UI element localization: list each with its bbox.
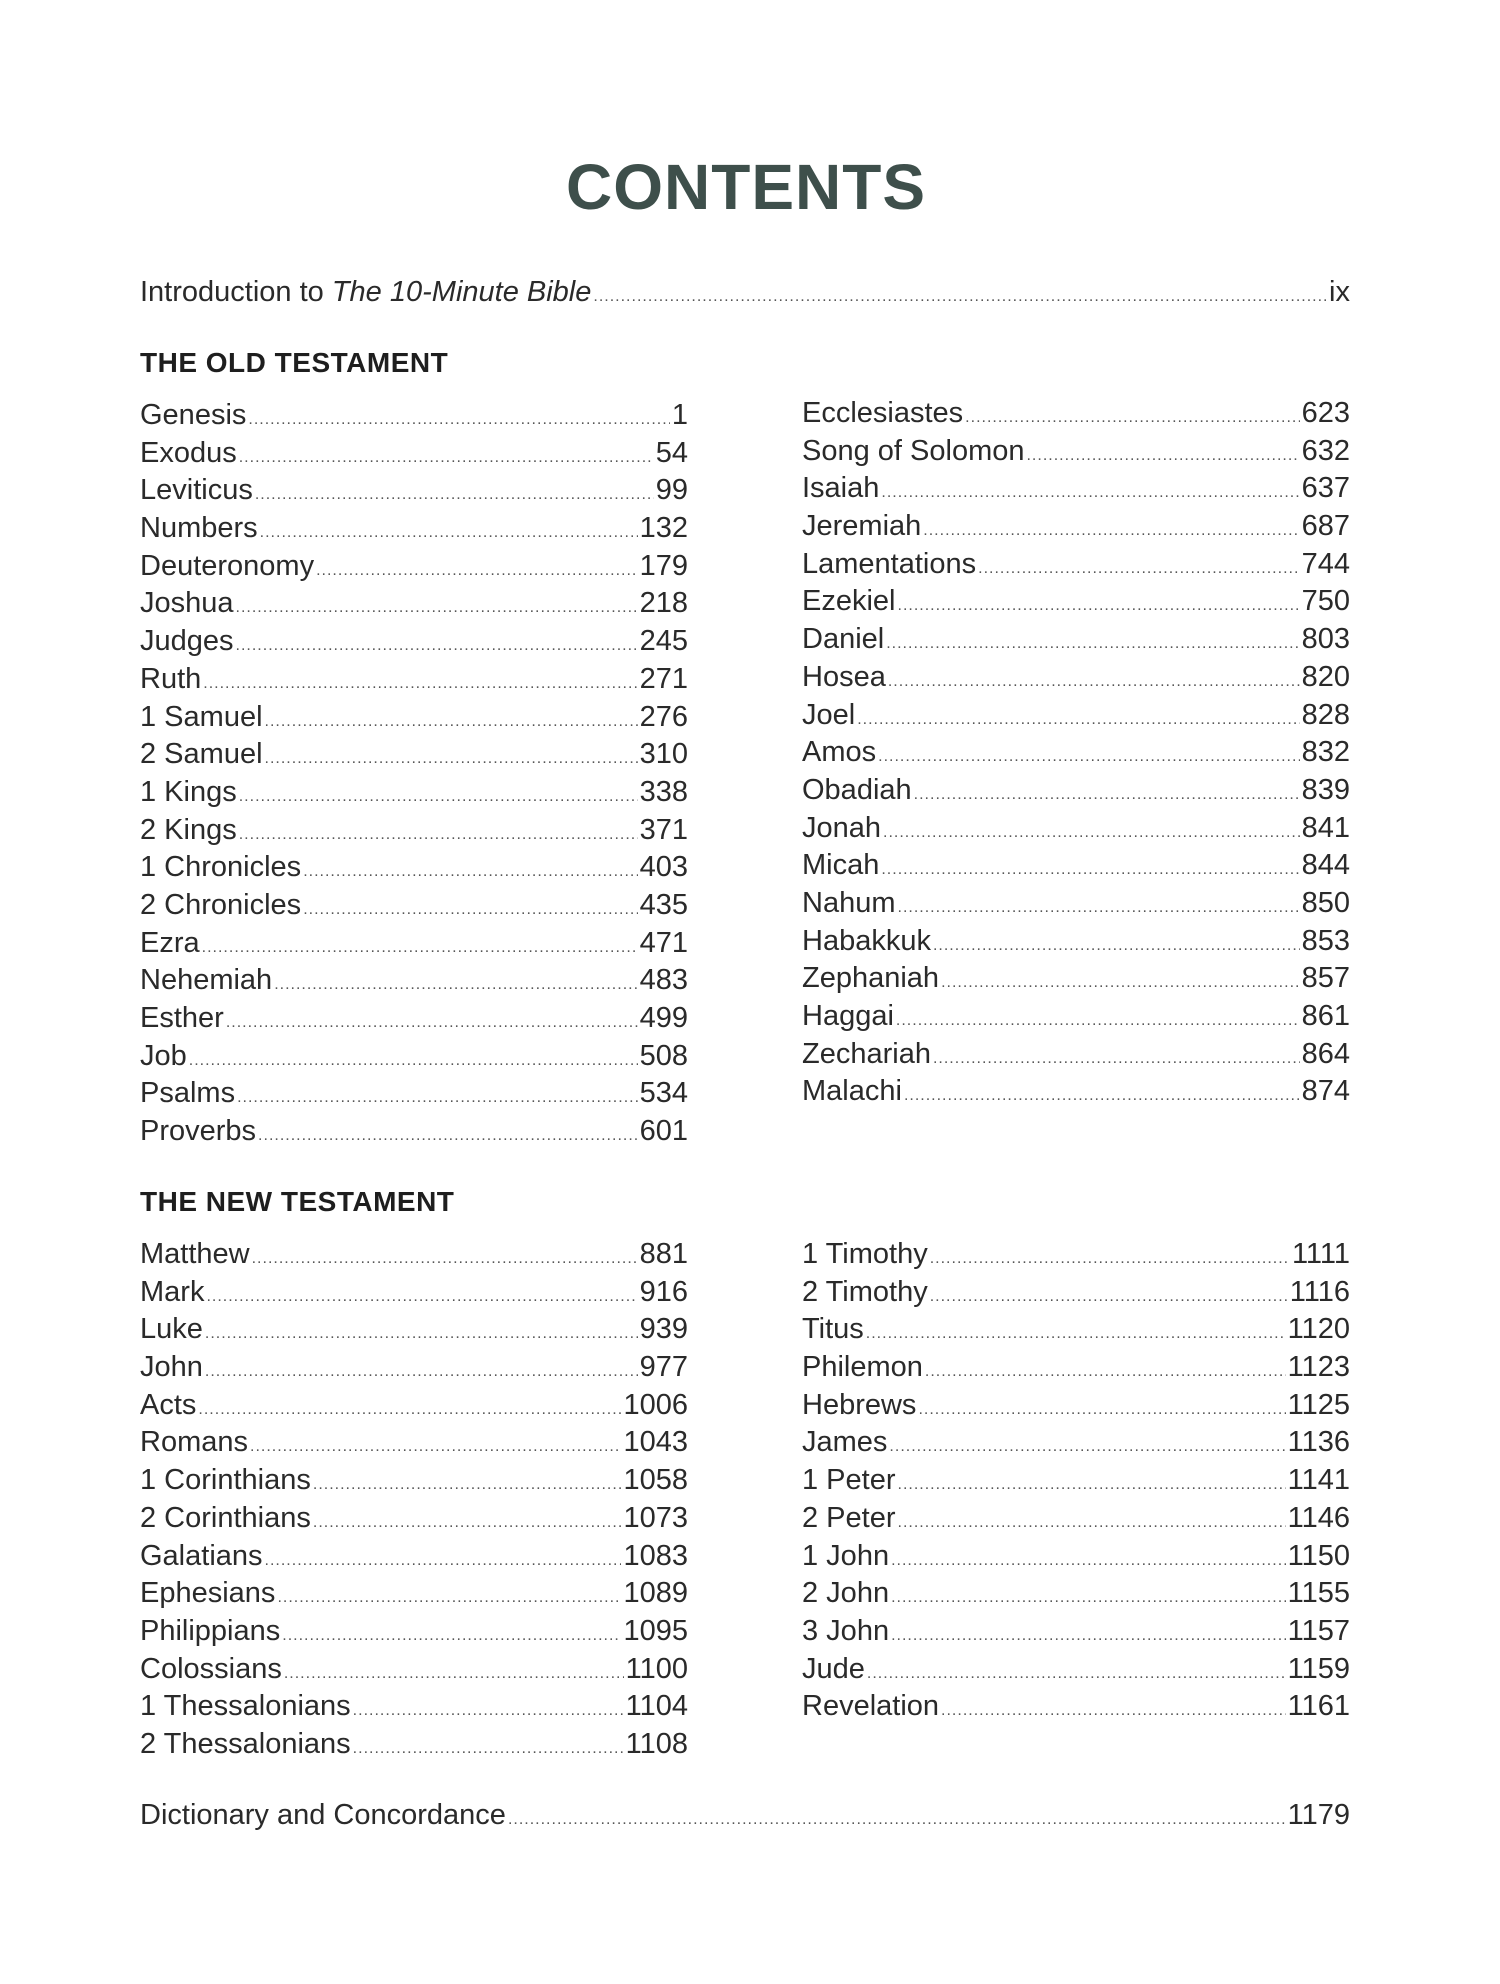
entry-page: 844 — [1301, 849, 1350, 882]
entry-page: 179 — [639, 549, 688, 582]
entry-label: Philippians — [140, 1614, 281, 1647]
toc-entry[interactable] — [802, 697, 1350, 735]
dot-leader — [265, 703, 638, 741]
entry-page: 1073 — [623, 1501, 688, 1534]
toc-entry[interactable] — [140, 699, 688, 737]
entry-page: 820 — [1301, 660, 1350, 693]
dot-leader — [198, 1391, 621, 1429]
toc-entry[interactable] — [802, 960, 1350, 998]
toc-entry[interactable] — [802, 1036, 1350, 1074]
entry-page: 508 — [639, 1039, 688, 1072]
entry-label: Esther — [140, 1002, 224, 1034]
toc-entry[interactable] — [140, 1538, 688, 1576]
toc-entry[interactable] — [802, 621, 1350, 659]
entry-label: Song of Solomon — [802, 434, 1025, 467]
entry-page: 471 — [639, 926, 688, 959]
entry-label: Genesis — [140, 399, 247, 431]
toc-entry[interactable] — [802, 885, 1350, 923]
dot-leader — [313, 1504, 622, 1542]
entry-label: Joel — [802, 698, 856, 731]
new-testament-left-column — [140, 1236, 688, 1764]
entry-page: 1136 — [1287, 1426, 1350, 1459]
toc-entry[interactable] — [802, 508, 1350, 546]
dot-leader — [933, 927, 1300, 965]
entry-label: Hosea — [802, 660, 886, 693]
dot-leader — [252, 1240, 638, 1278]
toc-entry[interactable] — [802, 1651, 1350, 1689]
entry-label: Zechariah — [802, 1037, 931, 1070]
entry-page: 744 — [1301, 547, 1350, 580]
entry-page: 1150 — [1287, 1539, 1350, 1572]
dot-leader — [593, 278, 1327, 316]
toc-entry[interactable] — [140, 1575, 688, 1613]
dot-leader — [189, 1042, 638, 1080]
entry-page: 750 — [1301, 585, 1350, 618]
dot-leader — [226, 1004, 638, 1042]
entry-page: 1120 — [1287, 1313, 1350, 1346]
dot-leader — [303, 853, 637, 891]
toc-entry[interactable] — [140, 1038, 688, 1076]
section-heading-old-testament: THE OLD TESTAMENT — [140, 347, 449, 378]
entry-label: Ruth — [140, 662, 202, 695]
entry-label: 1 John — [802, 1539, 890, 1572]
dot-leader — [918, 1391, 1285, 1429]
dot-leader — [930, 1278, 1288, 1316]
dot-leader — [239, 816, 638, 854]
toc-entry[interactable] — [802, 1462, 1350, 1500]
entry-page: 435 — [639, 888, 688, 921]
entry-page: 1157 — [1287, 1614, 1350, 1647]
entry-page: 483 — [639, 964, 688, 997]
toc-entry[interactable] — [140, 661, 688, 699]
dot-leader — [284, 1655, 624, 1693]
toc-entry[interactable] — [802, 583, 1350, 621]
dot-leader — [508, 1801, 1286, 1839]
toc-entry[interactable] — [802, 998, 1350, 1036]
entry-label: 1 Corinthians — [140, 1464, 311, 1497]
entry-label: Introduction to The 10-Minute Bible — [140, 276, 592, 308]
entry-label: Psalms — [140, 1077, 236, 1110]
dot-leader — [205, 1315, 638, 1353]
toc-entry[interactable] — [802, 1500, 1350, 1538]
toc-entry[interactable] — [140, 1000, 688, 1038]
dot-leader — [239, 778, 638, 816]
old-testament-right-column — [802, 395, 1350, 1111]
entry-label: Romans — [140, 1426, 248, 1459]
dot-leader — [891, 1542, 1286, 1580]
dot-leader — [886, 625, 1299, 663]
entry-page: 687 — [1301, 510, 1350, 543]
entry-page: 1043 — [623, 1426, 688, 1459]
entry-label: Nahum — [802, 886, 896, 919]
entry-page: 1161 — [1287, 1690, 1350, 1723]
entry-page: 1095 — [623, 1614, 688, 1647]
toc-entry[interactable] — [140, 397, 688, 435]
dot-leader — [353, 1730, 624, 1768]
entry-label: 2 Chronicles — [140, 888, 302, 921]
entry-page: 850 — [1301, 886, 1350, 919]
entry-page: 245 — [639, 625, 688, 658]
dot-leader — [265, 740, 638, 778]
entry-label: 2 Timothy — [802, 1275, 928, 1308]
entry-page: 916 — [639, 1275, 688, 1308]
toc-entry[interactable] — [140, 1651, 688, 1689]
entry-label: Ephesians — [140, 1577, 276, 1610]
toc-entry[interactable] — [802, 1688, 1350, 1726]
toc-entry[interactable] — [802, 1349, 1350, 1387]
entry-label: Micah — [802, 849, 880, 882]
dot-leader — [881, 474, 1299, 512]
entry-label: Amos — [802, 736, 877, 769]
dot-leader — [904, 1077, 1300, 1115]
entry-label: Ecclesiastes — [802, 397, 964, 429]
dot-leader — [888, 663, 1300, 701]
dot-leader — [941, 1692, 1286, 1730]
toc-entry[interactable] — [140, 585, 688, 623]
entry-page: 218 — [639, 587, 688, 620]
toc-entry[interactable] — [140, 472, 688, 510]
dot-leader — [978, 550, 1299, 588]
entry-page: 1179 — [1287, 1799, 1350, 1831]
toc-entry[interactable] — [140, 849, 688, 887]
entry-label: Judges — [140, 625, 234, 658]
toc-entry[interactable] — [140, 774, 688, 812]
entry-page: 853 — [1301, 924, 1350, 957]
entry-label: 2 Thessalonians — [140, 1727, 351, 1760]
toc-entry[interactable] — [140, 1462, 688, 1500]
entry-page: ix — [1329, 276, 1350, 308]
page-title: CONTENTS — [566, 151, 926, 223]
dot-leader — [965, 399, 1299, 437]
entry-label: Obadiah — [802, 773, 912, 806]
toc-entry[interactable] — [140, 1500, 688, 1538]
dot-leader — [303, 891, 637, 929]
dot-leader — [867, 1655, 1286, 1693]
toc-entry[interactable] — [802, 1613, 1350, 1651]
entry-label: 1 Chronicles — [140, 851, 302, 884]
dot-leader — [898, 1504, 1286, 1542]
entry-page: 1123 — [1287, 1351, 1350, 1384]
entry-page: 832 — [1301, 736, 1350, 769]
entry-label: Habakkuk — [802, 924, 931, 957]
toc-entry[interactable] — [140, 736, 688, 774]
dot-leader — [889, 1428, 1285, 1466]
dot-leader — [898, 1466, 1286, 1504]
dot-leader — [891, 1617, 1286, 1655]
toc-entry[interactable] — [140, 1113, 688, 1151]
toc-entry[interactable] — [802, 772, 1350, 810]
entry-page: 338 — [639, 775, 688, 808]
entry-label: Mark — [140, 1275, 205, 1308]
entry-label: 1 Kings — [140, 775, 237, 808]
dot-leader — [248, 401, 669, 439]
toc-entry[interactable] — [140, 925, 688, 963]
entry-page: 601 — [639, 1115, 688, 1148]
toc-entry[interactable] — [140, 1349, 688, 1387]
toc-entry[interactable] — [802, 1387, 1350, 1425]
entry-label: Luke — [140, 1313, 203, 1346]
toc-entry[interactable] — [140, 510, 688, 548]
entry-label: Revelation — [802, 1690, 940, 1723]
entry-page: 623 — [1301, 397, 1350, 429]
toc-entry[interactable] — [802, 1538, 1350, 1576]
entry-page: 499 — [639, 1002, 688, 1034]
dot-leader — [202, 929, 638, 967]
entry-label: Numbers — [140, 512, 258, 545]
entry-page: 857 — [1301, 962, 1350, 995]
toc-entry[interactable] — [802, 810, 1350, 848]
entry-page: 534 — [639, 1077, 688, 1110]
entry-page: 1006 — [623, 1388, 688, 1421]
entry-label: Matthew — [140, 1238, 250, 1270]
entry-label: 1 Peter — [802, 1464, 896, 1497]
entry-label: 1 Timothy — [802, 1238, 928, 1270]
entry-page: 803 — [1301, 623, 1350, 656]
entry-page: 1146 — [1287, 1501, 1350, 1534]
entry-page: 637 — [1301, 472, 1350, 505]
entry-label: Colossians — [140, 1652, 282, 1685]
dot-leader — [925, 1353, 1286, 1391]
entry-label: Nehemiah — [140, 964, 273, 997]
entry-page: 54 — [655, 436, 688, 469]
entry-label: Ezekiel — [802, 585, 896, 618]
toc-entry[interactable] — [802, 395, 1350, 433]
toc-entry[interactable] — [802, 1274, 1350, 1312]
toc-entry[interactable] — [802, 923, 1350, 961]
toc-entry[interactable] — [140, 1311, 688, 1349]
toc-entry[interactable] — [802, 1311, 1350, 1349]
entry-label: 3 John — [802, 1614, 890, 1647]
dot-leader — [255, 476, 654, 514]
entry-label: 1 Thessalonians — [140, 1690, 351, 1723]
dot-leader — [878, 738, 1299, 776]
entry-page: 864 — [1301, 1037, 1350, 1070]
entry-label: Exodus — [140, 436, 237, 469]
dot-leader — [353, 1692, 624, 1730]
toc-entry[interactable] — [802, 470, 1350, 508]
entry-page: 841 — [1301, 811, 1350, 844]
section-heading-new-testament: THE NEW TESTAMENT — [140, 1186, 455, 1217]
entry-page: 99 — [655, 474, 688, 507]
toc-entry[interactable] — [802, 433, 1350, 471]
dot-leader — [313, 1466, 622, 1504]
entry-label: Leviticus — [140, 474, 253, 507]
entry-label: Joshua — [140, 587, 234, 620]
entry-label: Jonah — [802, 811, 882, 844]
toc-entry[interactable] — [140, 1726, 688, 1764]
entry-page: 1 — [671, 399, 688, 431]
toc-entry[interactable] — [802, 847, 1350, 885]
entry-label: Ezra — [140, 926, 200, 959]
dot-leader — [857, 701, 1299, 739]
entry-label: Dictionary and Concordance — [140, 1799, 506, 1831]
dot-leader — [239, 439, 654, 477]
entry-label: 2 Samuel — [140, 738, 263, 771]
dot-leader — [277, 1579, 621, 1617]
entry-label: Proverbs — [140, 1115, 257, 1148]
entry-label: Malachi — [802, 1075, 902, 1108]
dot-leader — [260, 514, 638, 552]
toc-entry-dictionary[interactable] — [140, 1797, 1350, 1835]
entry-label: Jude — [802, 1652, 865, 1685]
dot-leader — [896, 1002, 1300, 1040]
dot-leader — [274, 966, 637, 1004]
dot-leader — [866, 1315, 1286, 1353]
dot-leader — [205, 1353, 638, 1391]
entry-label: 1 Samuel — [140, 700, 263, 733]
toc-entry[interactable] — [140, 548, 688, 586]
dot-leader — [237, 1079, 638, 1117]
entry-page: 1083 — [623, 1539, 688, 1572]
old-testament-left-column — [140, 397, 688, 1151]
entry-label: Hebrews — [802, 1388, 917, 1421]
entry-label: Lamentations — [802, 547, 977, 580]
entry-page: 1116 — [1289, 1275, 1350, 1308]
entry-page: 1100 — [625, 1652, 688, 1685]
dot-leader — [891, 1579, 1286, 1617]
toc-entry[interactable] — [802, 1575, 1350, 1613]
entry-label: Titus — [802, 1313, 864, 1346]
toc-entry[interactable] — [140, 1387, 688, 1425]
entry-page: 1141 — [1287, 1464, 1350, 1497]
entry-label: Daniel — [802, 623, 885, 656]
toc-entry[interactable] — [802, 734, 1350, 772]
entry-page: 861 — [1301, 1000, 1350, 1032]
toc-entry[interactable] — [802, 659, 1350, 697]
entry-label: 2 Corinthians — [140, 1501, 311, 1534]
toc-entry[interactable] — [140, 887, 688, 925]
entry-page: 1108 — [625, 1727, 688, 1760]
entry-label: 2 Kings — [140, 813, 237, 846]
entry-page: 1104 — [625, 1690, 688, 1723]
entry-label: Job — [140, 1039, 187, 1072]
dot-leader — [265, 1542, 622, 1580]
entry-label: 2 Peter — [802, 1501, 896, 1534]
entry-page: 939 — [639, 1313, 688, 1346]
dot-leader — [236, 627, 638, 665]
dot-leader — [881, 851, 1299, 889]
dot-leader — [236, 589, 638, 627]
entry-label: Philemon — [802, 1351, 923, 1384]
entry-label: Deuteronomy — [140, 549, 315, 582]
entry-page: 874 — [1301, 1075, 1350, 1108]
entry-page: 1058 — [623, 1464, 688, 1497]
toc-entry[interactable] — [140, 962, 688, 1000]
dot-leader — [258, 1117, 638, 1155]
dot-leader — [933, 1040, 1300, 1078]
dot-leader — [898, 889, 1300, 927]
dot-leader — [282, 1617, 621, 1655]
toc-entry-introduction[interactable] — [140, 274, 1350, 312]
entry-label: 2 John — [802, 1577, 890, 1610]
toc-entry[interactable] — [140, 812, 688, 850]
dot-leader — [1026, 437, 1299, 475]
entry-page: 881 — [639, 1238, 688, 1270]
dot-leader — [898, 587, 1300, 625]
entry-page: 1125 — [1287, 1388, 1350, 1421]
toc-entry[interactable] — [140, 1274, 688, 1312]
entry-page: 276 — [639, 700, 688, 733]
toc-entry[interactable] — [140, 435, 688, 473]
entry-label: Haggai — [802, 1000, 894, 1032]
entry-page: 1155 — [1287, 1577, 1350, 1610]
entry-page: 371 — [639, 813, 688, 846]
dot-leader — [930, 1240, 1290, 1278]
entry-page: 310 — [639, 738, 688, 771]
toc-entry[interactable] — [140, 1688, 688, 1726]
dot-leader — [206, 1278, 637, 1316]
entry-page: 828 — [1301, 698, 1350, 731]
new-testament-right-column — [802, 1236, 1350, 1726]
entry-label: Isaiah — [802, 472, 880, 505]
entry-page: 1089 — [623, 1577, 688, 1610]
toc-entry[interactable] — [140, 1424, 688, 1462]
dot-leader — [941, 964, 1300, 1002]
entry-page: 271 — [639, 662, 688, 695]
entry-page: 403 — [639, 851, 688, 884]
dot-leader — [316, 552, 638, 590]
toc-entry[interactable] — [802, 1073, 1350, 1111]
toc-entry[interactable] — [802, 546, 1350, 584]
entry-page: 839 — [1301, 773, 1350, 806]
entry-label: Zephaniah — [802, 962, 940, 995]
entry-label: John — [140, 1351, 203, 1384]
toc-entry[interactable] — [140, 1236, 688, 1274]
entry-page: 1159 — [1287, 1652, 1350, 1685]
dot-leader — [203, 665, 637, 703]
toc-entry[interactable] — [140, 1613, 688, 1651]
entry-label: Acts — [140, 1388, 197, 1421]
entry-label: Jeremiah — [802, 510, 922, 543]
toc-entry[interactable] — [140, 1075, 688, 1113]
entry-label: James — [802, 1426, 888, 1459]
entry-page: 632 — [1301, 434, 1350, 467]
toc-entry[interactable] — [802, 1236, 1350, 1274]
dot-leader — [923, 512, 1299, 550]
entry-page: 977 — [639, 1351, 688, 1384]
dot-leader — [250, 1428, 621, 1466]
entry-page: 132 — [639, 512, 688, 545]
entry-page: 1111 — [1291, 1238, 1350, 1270]
toc-entry[interactable] — [802, 1424, 1350, 1462]
toc-entry[interactable] — [140, 623, 688, 661]
dot-leader — [914, 776, 1300, 814]
dot-leader — [883, 814, 1300, 852]
entry-label: Galatians — [140, 1539, 263, 1572]
